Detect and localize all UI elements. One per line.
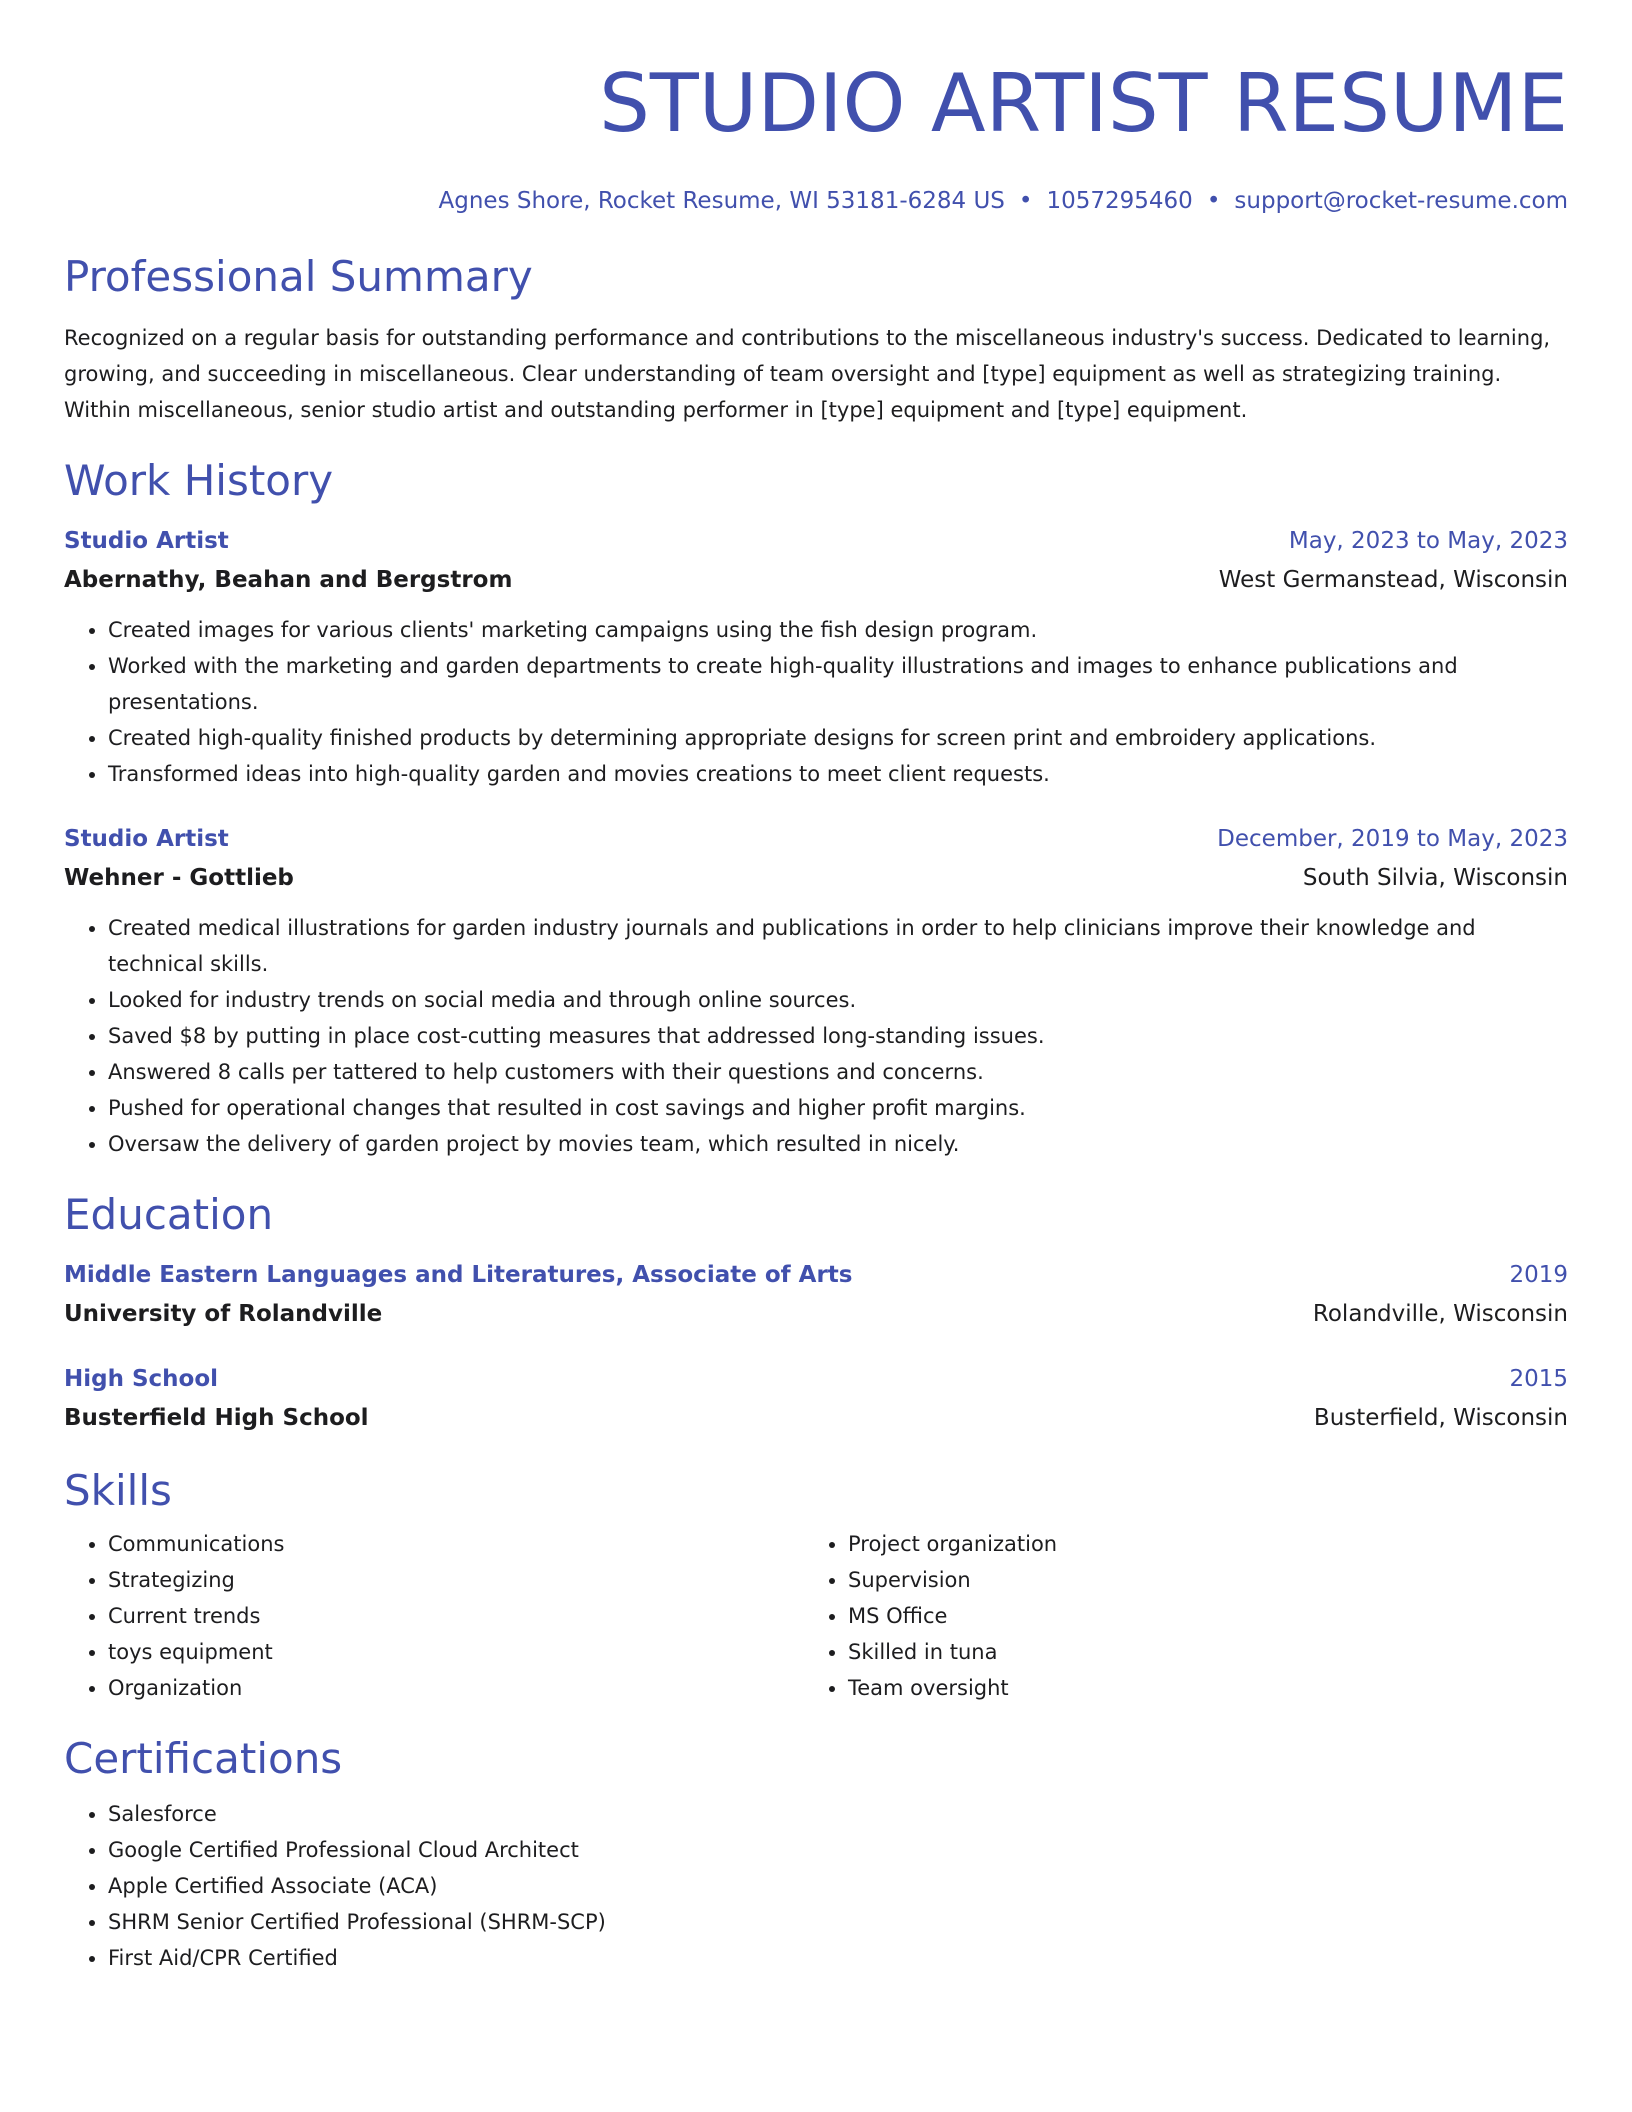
job-bullet: • Worked with the marketing and garden departments to create high-quality illustrations and images to enhance publications and presentations.	[108, 648, 1568, 720]
contact-separator: •	[1206, 188, 1221, 214]
job-company: Abernathy, Beahan and Bergstrom	[64, 567, 513, 593]
education-school: Busterfield High School	[64, 1405, 369, 1431]
certification-item: • Google Certified Professional Cloud Architect	[108, 1832, 1568, 1868]
certification-item: • SHRM Senior Certified Professional (SHRM-SCP)	[108, 1904, 1568, 1940]
job-title: Studio Artist	[64, 528, 229, 554]
education-year: 2019	[1509, 1262, 1568, 1288]
education-section	[64, 1190, 1568, 1438]
skill-item: • Team oversight	[848, 1670, 1568, 1706]
job-entry	[64, 522, 1568, 792]
skill-item: • Project organization	[848, 1526, 1568, 1562]
certifications-list	[64, 1796, 1568, 1976]
work-history-section	[64, 456, 1568, 1162]
job-bullet: • Oversaw the delivery of garden project by movies team, which resulted in nicely.	[108, 1126, 1568, 1162]
job-location: South Silvia, Wisconsin	[1302, 865, 1568, 891]
resume-title: STUDIO ARTIST RESUME	[599, 57, 1568, 150]
contact-separator: •	[1018, 188, 1033, 214]
job-title-row	[64, 522, 1568, 560]
certifications-heading: Certifications	[64, 1734, 343, 1783]
certifications-section	[64, 1734, 1568, 1976]
job-bullets	[64, 612, 1568, 792]
skill-item: • Supervision	[848, 1562, 1568, 1598]
certification-item: • First Aid/CPR Certified	[108, 1940, 1568, 1976]
certification-item: • Apple Certified Associate (ACA)	[108, 1868, 1568, 1904]
education-year: 2015	[1509, 1366, 1568, 1392]
job-dates: May, 2023 to May, 2023	[1288, 528, 1568, 554]
skills-section	[64, 1466, 1568, 1706]
skills-list-left	[64, 1526, 816, 1706]
job-bullet: • Answered 8 calls per tattered to help customers with their questions and concerns.	[108, 1054, 1568, 1090]
job-bullet: • Transformed ideas into high-quality garden and movies creations to meet client requests.	[108, 756, 1568, 792]
education-degree-row	[64, 1256, 1568, 1294]
job-title-row	[64, 820, 1568, 858]
job-company-row	[64, 858, 1568, 898]
job-bullet: • Created high-quality finished products by determining appropriate designs for screen print and embroidery applications.	[108, 720, 1568, 756]
resume-header	[64, 56, 1568, 216]
education-entry	[64, 1256, 1568, 1334]
job-location: West Germanstead, Wisconsin	[1218, 567, 1568, 593]
job-bullet: • Looked for industry trends on social media and through online sources.	[108, 982, 1568, 1018]
education-location: Rolandville, Wisconsin	[1312, 1301, 1568, 1327]
education-degree-row	[64, 1360, 1568, 1398]
summary-heading: Professional Summary	[64, 252, 533, 301]
education-location: Busterfield, Wisconsin	[1313, 1405, 1568, 1431]
skill-item: • Strategizing	[108, 1562, 816, 1598]
job-title: Studio Artist	[64, 826, 229, 852]
education-school: University of Rolandville	[64, 1301, 383, 1327]
contact-email: support@rocket-resume.com	[1234, 188, 1568, 214]
summary-text: Recognized on a regular basis for outstanding performance and contributions to the miscellaneous industry's success. Dedicated to learning, growing, and succeeding in miscellaneous. Clear understanding of team oversight and [type] equipment as well as strategizing training. Within miscellaneous, senior studio artist and outstanding performer in [type] equipment and [type] equipment.	[64, 326, 1551, 422]
job-company: Wehner - Gottlieb	[64, 865, 294, 891]
education-degree: Middle Eastern Languages and Literatures, Associate of Arts	[64, 1262, 853, 1288]
certification-item: • Salesforce	[108, 1796, 1568, 1832]
skill-item: • Skilled in tuna	[848, 1634, 1568, 1670]
work-history-heading: Work History	[64, 456, 334, 505]
skill-item: • Organization	[108, 1670, 816, 1706]
job-bullet: • Created medical illustrations for garden industry journals and publications in order to help clinicians improve their knowledge and technical skills.	[108, 910, 1568, 982]
job-entry	[64, 820, 1568, 1162]
job-dates: December, 2019 to May, 2023	[1217, 826, 1568, 852]
skills-columns	[64, 1526, 1568, 1706]
education-entry	[64, 1360, 1568, 1438]
education-school-row	[64, 1294, 1568, 1334]
skills-list-right	[816, 1526, 1568, 1706]
contact-address: Agnes Shore, Rocket Resume, WI 53181-6284 US	[438, 188, 1005, 214]
skill-item: • Communications	[108, 1526, 816, 1562]
skill-item: • Current trends	[108, 1598, 816, 1634]
education-degree: High School	[64, 1366, 219, 1392]
education-heading: Education	[64, 1190, 274, 1239]
job-bullet: • Saved $8 by putting in place cost-cutting measures that addressed long-standing issues.	[108, 1018, 1568, 1054]
skill-item: • MS Office	[848, 1598, 1568, 1634]
contact-phone: 1057295460	[1046, 188, 1193, 214]
contact-line	[64, 186, 1568, 216]
job-bullet: • Pushed for operational changes that resulted in cost savings and higher profit margins.	[108, 1090, 1568, 1126]
job-company-row	[64, 560, 1568, 600]
skill-item: • toys equipment	[108, 1634, 816, 1670]
job-bullet: • Created images for various clients' marketing campaigns using the fish design program.	[108, 612, 1568, 648]
job-bullets	[64, 910, 1568, 1162]
education-school-row	[64, 1398, 1568, 1438]
skills-heading: Skills	[64, 1466, 172, 1515]
